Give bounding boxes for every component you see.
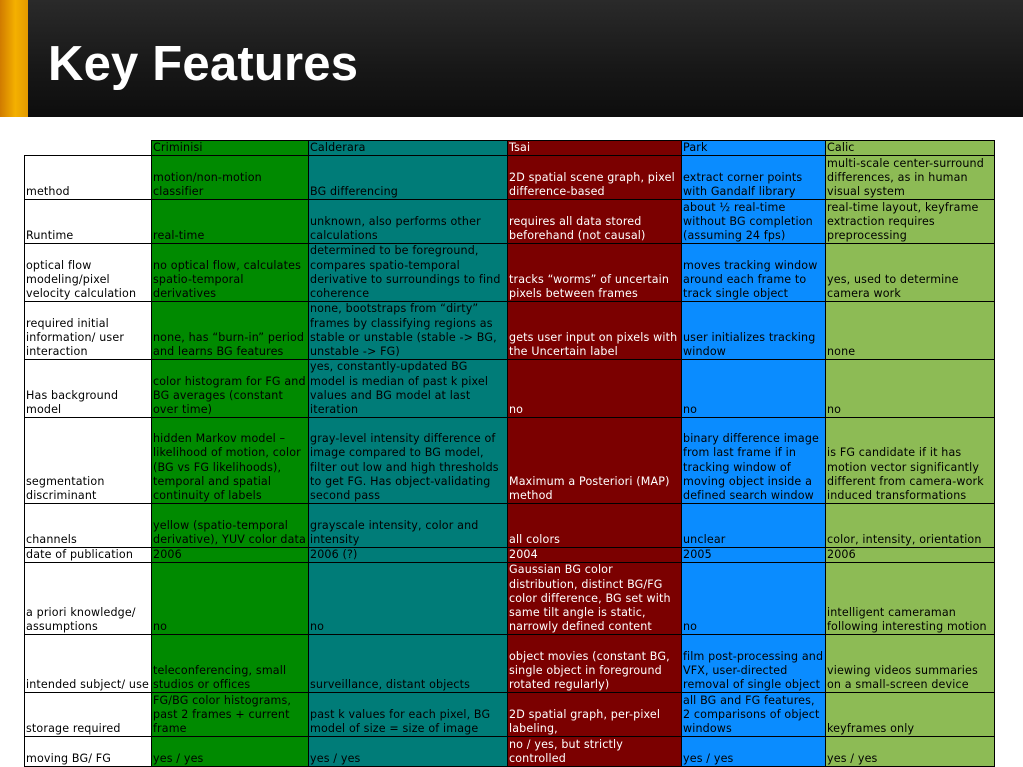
cell-calderara: yes / yes <box>309 737 508 767</box>
table-row <box>25 418 995 504</box>
row-label: moving BG/ FG <box>25 737 152 767</box>
cell-calderara: unknown, also performs other calculations <box>309 200 508 244</box>
cell-park: film post-processing and VFX, user-directed removal of single object <box>682 635 826 693</box>
cell-calderara: no <box>309 563 508 635</box>
row-label: date of publication <box>25 548 152 563</box>
row-label: optical flow modeling/pixel velocity calculation <box>25 244 152 302</box>
cell-calic: keyframes only <box>826 693 995 737</box>
table-row <box>25 244 995 302</box>
cell-park: unclear <box>682 504 826 548</box>
cell-tsai: object movies (constant BG, single object in foreground rotated regularly) <box>508 635 682 693</box>
cell-park: no <box>682 360 826 418</box>
cell-tsai: Maximum a Posteriori (MAP) method <box>508 418 682 504</box>
cell-calic: multi-scale center-surround differences, as in human visual system <box>826 156 995 200</box>
cell-criminisi: no <box>152 563 309 635</box>
cell-criminisi: none, has “burn-in” period and learns BG features <box>152 302 309 360</box>
cell-calderara: surveillance, distant objects <box>309 635 508 693</box>
cell-calic: yes / yes <box>826 737 995 767</box>
table-body <box>25 141 995 767</box>
cell-criminisi: no optical flow, calculates spatio-temporal derivatives <box>152 244 309 302</box>
cell-calderara: none, bootstraps from “dirty” frames by classifying regions as stable or unstable (stable -> BG, unstable -> FG) <box>309 302 508 360</box>
column-header-tsai: Tsai <box>508 141 682 156</box>
cell-calic: no <box>826 360 995 418</box>
row-label: required initial information/ user interaction <box>25 302 152 360</box>
cell-calic: real-time layout, keyframe extraction requires preprocessing <box>826 200 995 244</box>
row-label: Has background model <box>25 360 152 418</box>
table-row <box>25 504 995 548</box>
cell-park: moves tracking window around each frame to track single object <box>682 244 826 302</box>
header-row <box>25 141 995 156</box>
row-label: a priori knowledge/ assumptions <box>25 563 152 635</box>
cell-park: 2005 <box>682 548 826 563</box>
cell-criminisi: motion/non-motion classifier <box>152 156 309 200</box>
row-label: Runtime <box>25 200 152 244</box>
cell-criminisi: yellow (spatio-temporal derivative), YUV color data <box>152 504 309 548</box>
cell-calderara: 2006 (?) <box>309 548 508 563</box>
row-label: channels <box>25 504 152 548</box>
cell-calic: intelligent cameraman following interesting motion <box>826 563 995 635</box>
cell-calic: viewing videos summaries on a small-screen device <box>826 635 995 693</box>
cell-tsai: requires all data stored beforehand (not causal) <box>508 200 682 244</box>
corner-cell <box>25 141 152 156</box>
cell-tsai: 2D spatial scene graph, pixel difference-based <box>508 156 682 200</box>
cell-calderara: yes, constantly-updated BG model is median of past k pixel values and BG model at last iteration <box>309 360 508 418</box>
table-row <box>25 156 995 200</box>
cell-park: about ½ real-time without BG completion (assuming 24 fps) <box>682 200 826 244</box>
cell-calderara: BG differencing <box>309 156 508 200</box>
slide-title: Key Features <box>48 37 359 91</box>
row-label: storage required <box>25 693 152 737</box>
cell-calderara: gray-level intensity difference of image compared to BG model, filter out low and high thresholds to get FG. Has object-validating second pass <box>309 418 508 504</box>
table-row <box>25 200 995 244</box>
cell-calic: none <box>826 302 995 360</box>
cell-criminisi: FG/BG color histograms, past 2 frames + current frame <box>152 693 309 737</box>
cell-calic: 2006 <box>826 548 995 563</box>
cell-calderara: past k values for each pixel, BG model of size = size of image <box>309 693 508 737</box>
table-row <box>25 635 995 693</box>
row-label: intended subject/ use <box>25 635 152 693</box>
cell-calic: is FG candidate if it has motion vector significantly different from camera-work induced transformations <box>826 418 995 504</box>
cell-park: all BG and FG features, 2 comparisons of object windows <box>682 693 826 737</box>
column-header-calderara: Calderara <box>309 141 508 156</box>
cell-park: no <box>682 563 826 635</box>
cell-tsai: no / yes, but strictly controlled <box>508 737 682 767</box>
cell-tsai: Gaussian BG color distribution, distinct BG/FG color difference, BG set with same tilt angle is static, narrowly defined content <box>508 563 682 635</box>
cell-tsai: gets user input on pixels with the Uncertain label <box>508 302 682 360</box>
column-header-calic: Calic <box>826 141 995 156</box>
cell-criminisi: yes / yes <box>152 737 309 767</box>
cell-tsai: 2004 <box>508 548 682 563</box>
cell-criminisi: 2006 <box>152 548 309 563</box>
features-table <box>24 140 995 767</box>
accent-bar <box>0 0 28 117</box>
cell-park: binary difference image from last frame if in tracking window of moving object inside a defined search window <box>682 418 826 504</box>
cell-park: user initializes tracking window <box>682 302 826 360</box>
table-row <box>25 360 995 418</box>
column-header-criminisi: Criminisi <box>152 141 309 156</box>
cell-criminisi: hidden Markov model – likelihood of motion, color (BG vs FG likelihoods), temporal and spatial continuity of labels <box>152 418 309 504</box>
cell-park: extract corner points with Gandalf library <box>682 156 826 200</box>
table-row <box>25 737 995 767</box>
table-row <box>25 302 995 360</box>
table-row <box>25 563 995 635</box>
cell-criminisi: color histogram for FG and BG averages (constant over time) <box>152 360 309 418</box>
cell-calic: color, intensity, orientation <box>826 504 995 548</box>
cell-tsai: no <box>508 360 682 418</box>
cell-park: yes / yes <box>682 737 826 767</box>
cell-calderara: grayscale intensity, color and intensity <box>309 504 508 548</box>
cell-criminisi: real-time <box>152 200 309 244</box>
row-label: method <box>25 156 152 200</box>
table-area <box>0 117 1023 767</box>
cell-criminisi: teleconferencing, small studios or offices <box>152 635 309 693</box>
table-row <box>25 693 995 737</box>
column-header-park: Park <box>682 141 826 156</box>
cell-calderara: determined to be foreground, compares spatio-temporal derivative to surroundings to find coherence <box>309 244 508 302</box>
cell-tsai: tracks “worms” of uncertain pixels between frames <box>508 244 682 302</box>
cell-calic: yes, used to determine camera work <box>826 244 995 302</box>
table-row <box>25 548 995 563</box>
cell-tsai: 2D spatial graph, per-pixel labeling, <box>508 693 682 737</box>
row-label: segmentation discriminant <box>25 418 152 504</box>
cell-tsai: all colors <box>508 504 682 548</box>
